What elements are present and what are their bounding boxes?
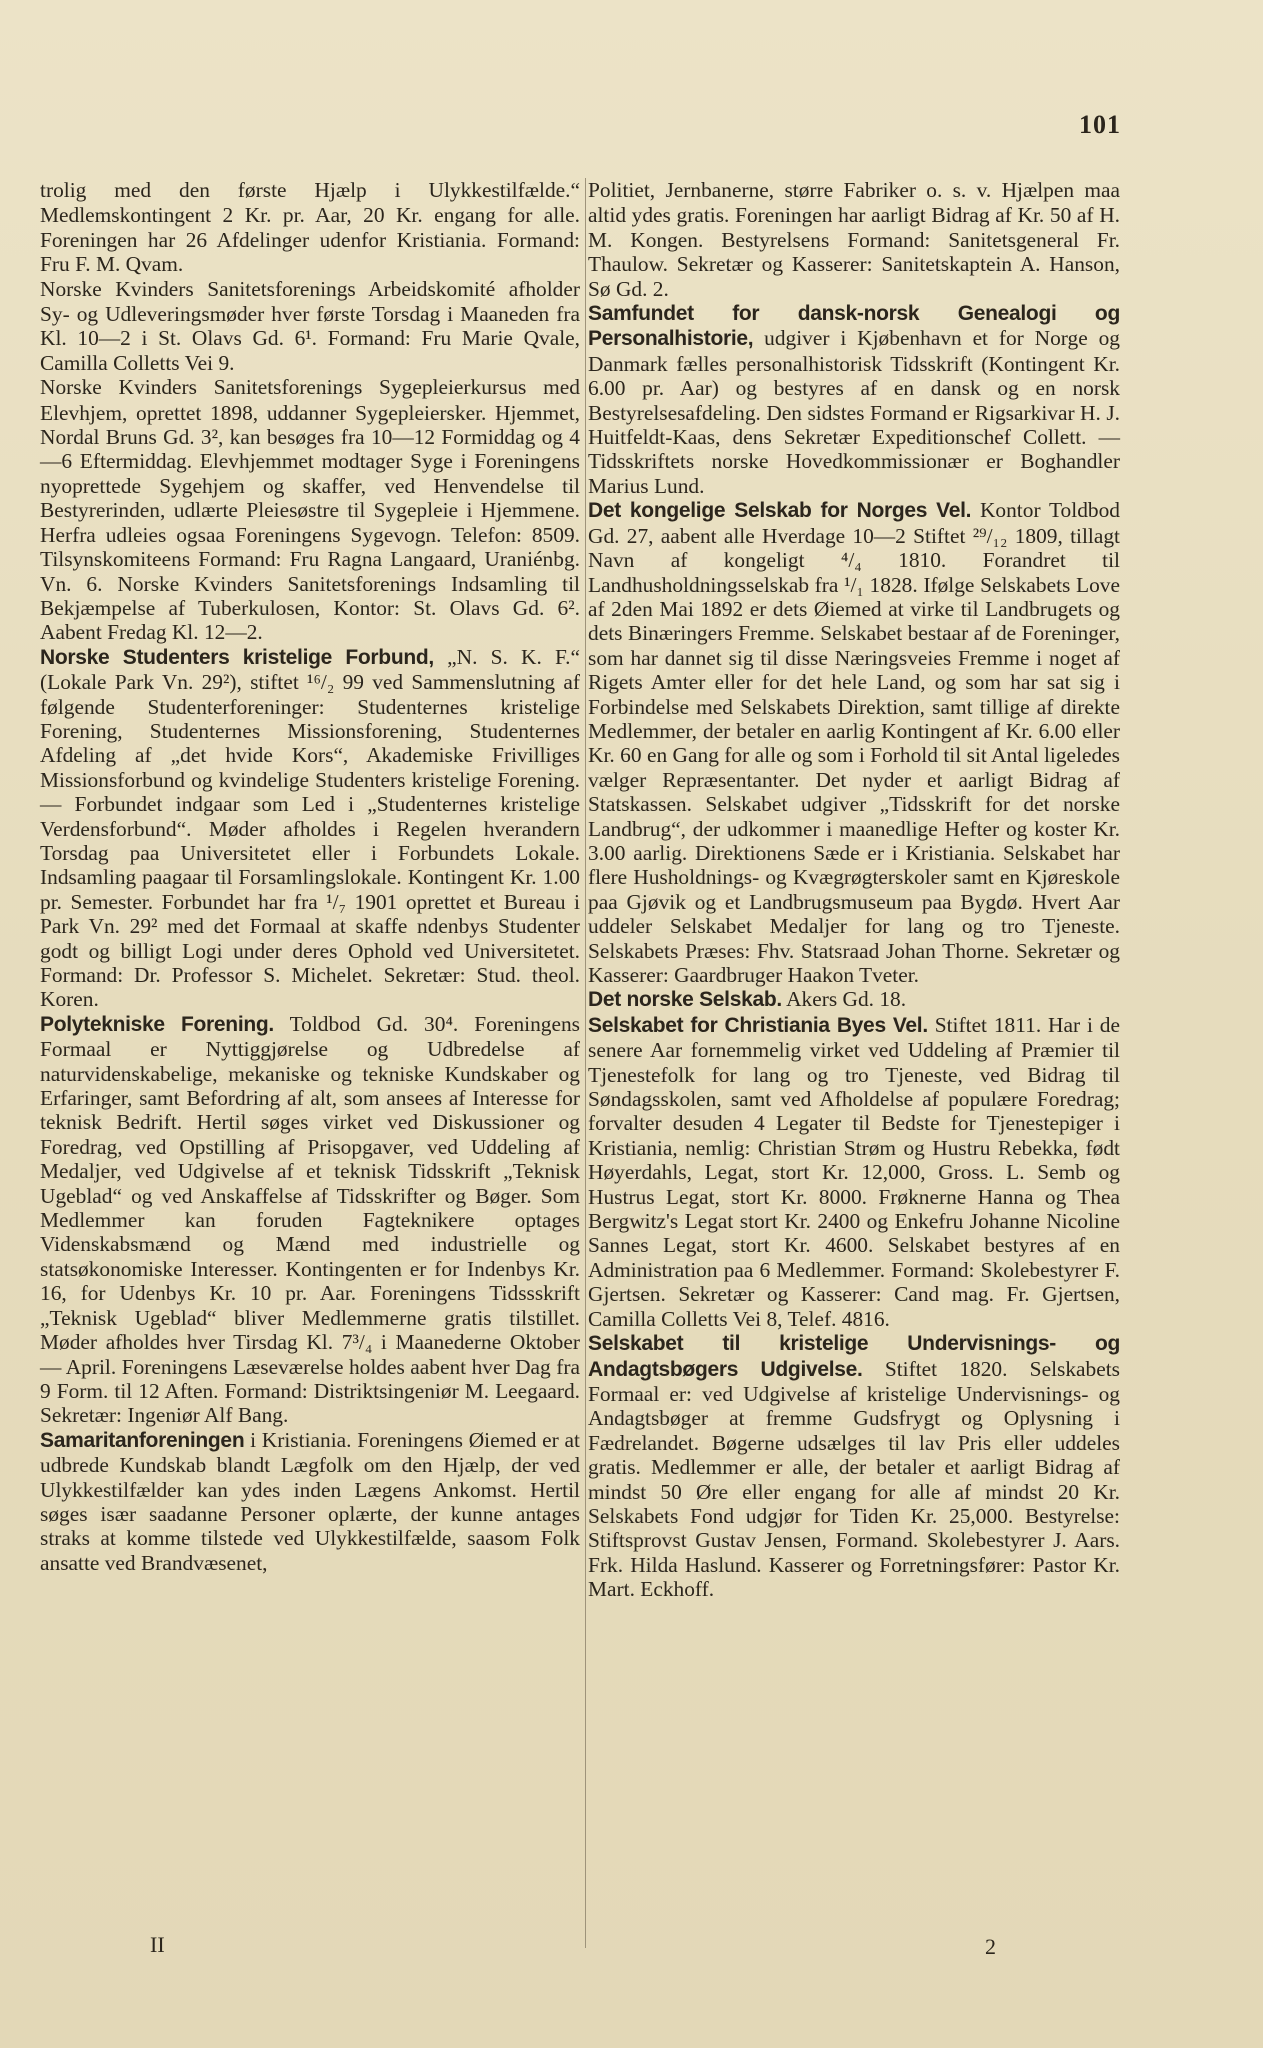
footer-number: 2 bbox=[985, 1934, 996, 1959]
page-number: 101 bbox=[1079, 110, 1121, 139]
right-column bbox=[588, 178, 1120, 1602]
entry-text: Stiftet 1811. Har i de senere Aar fornemmelig virket ved Uddeling af Præmier til Tjenestefolk for lang og tro Tjeneste, ved Bidrag til Søndagsskolen, samt ved Afholdelse af populære Foredrag; forvalter desuden 4 Legater til Bedste for Tjenestepiger i Kristiania, nemlig: Christian Strøm og Hustru Rebekka, født Høyerdahls, Legat, stort Kr. 12,000, Gross. L. Semb og Hustrus Legat, stort Kr. 8000. Frøknerne Hanna og Thea Bergwitz's Legat stort Kr. 2400 og Enkefru Johanne Nicoline Sannes Legat, stort Kr. 4600. Selskabet bestyres af en Administration paa 6 Medlemmer. Formand: Skolebestyrer F. Gjertsen. Sekretær og Kasserer: Cand mag. Fr. Gjertsen, Camilla Colletts Vei 8, Telef. 4816. bbox=[588, 1012, 1120, 1331]
left-column bbox=[40, 178, 580, 1575]
entry bbox=[588, 498, 1120, 987]
entry-text: trolig med den første Hjælp i Ulykkestilfælde.“ Medlemskontingent 2 Kr. pr. Aar, 20 Kr. engang for alle. Foreningen har 26 Afdelinger udenfor Kristiania. Formand: Fru F. M. Qvam. bbox=[40, 178, 580, 277]
entry-text: „N. S. K. F.“ (Lokale Park Vn. 29²), stiftet ¹⁶/₂ 99 ved Sammenslutning af følgende Studenterforeninger: Studenternes kristelige Forening, Studenternes Missionsforening, Studenternes Afdeling af „det hvide Kors“, Akademiske Frivilliges Missionsforbund og kvindelige Studenters kristelige Forening. — Forbundet indgaar som Led i „Studenternes kristelige Verdensforbund“. Møder afholdes i Regelen hverandern Torsdag paa Universitetet eller i Forbundets Lokale. Indsamling paagaar til Forsamlingslokale. Kontingent Kr. 1.00 pr. Semester. Forbundet har fra ¹/₇ 1901 oprettet et Bureau i Park Vn. 29² med det Formaal at skaffe ndenbys Studenter godt og billigt Logi under deres Ophold ved Universitetet. Formand: Dr. Professor S. Michelet. Sekretær: Stud. theol. Koren. bbox=[40, 644, 580, 1012]
entry-text: Toldbod Gd. 30⁴. Foreningens Formaal er Nyttiggjørelse og Udbredelse af naturvidenskabelige, mekaniske og tekniske Kundskaber og Erfaringer, samt Befordring af alt, som ansees af Interesse for teknisk Bedrift. Hertil søges virket ved Diskussioner og Foredrag, ved Opstilling af Prisopgaver, ved Uddeling af Medaljer, ved Udgivelse af et teknisk Tidsskrift „Teknisk Ugeblad“ og ved Anskaffelse af Tidsskrifter og Bøger. Som Medlemmer kan foruden Fagteknikere optages Videnskabsmænd og Mænd med industrielle og statsøkonomiske Interesser. Kontingenten er for Indenbys Kr. 16, for Udenbys Kr. 10 pr. Aar. Foreningens Tidssskrift „Teknisk Ugeblad“ bliver Medlemmerne gratis tilstillet. Møder afholdes hver Tirsdag Kl. 7³/₄ i Maanederne Oktober — April. Foreningens Læseværelse holdes aabent hver Dag fra 9 Form. til 12 Aften. Formand: Distriktsingeniør M. Leegaard. Sekretær: Ingeniør Alf Bang. bbox=[40, 1011, 581, 1428]
entry bbox=[40, 178, 580, 277]
entry bbox=[588, 178, 1120, 301]
entry bbox=[588, 1331, 1120, 1601]
column-divider bbox=[585, 178, 586, 1948]
entry-heading: Samaritanforeningen bbox=[40, 1428, 245, 1452]
entry bbox=[40, 1428, 580, 1575]
entry-text: Politiet, Jernbanerne, større Fabriker o. s. v. Hjælpen maa altid ydes gratis. Foreningen har aarligt Bidrag af Kr. 50 af H. M. Kongen. Bestyrelsens Formand: Sanitetsgeneral Fr. Thaulow. Sekretær og Kasserer: Sanitetskaptein A. Hanson, Sø Gd. 2. bbox=[588, 178, 1120, 301]
signature-mark: II bbox=[150, 1932, 165, 1957]
entry-text: udgiver i Kjøbenhavn et for Norge og Danmark fælles personalhistorisk Tidsskrift (Kontingent Kr. 6.00 pr. Aar) og bestyres af en dansk og en norsk Bestyrelsesafdeling. Den sidstes Formand er Rigsarkivar H. J. Huitfeldt-Kaas, dens Sekretær Expeditionschef Collett. — Tidsskriftets norske Hovedkommissionær er Boghandler Marius Lund. bbox=[588, 326, 1120, 498]
entry-heading: Norske Studenters kristelige Forbund, bbox=[40, 645, 434, 669]
entry bbox=[588, 987, 1120, 1012]
entry-heading: Samfundet for dansk-norsk Genealogi og Personalhistorie, bbox=[588, 302, 1120, 351]
entry-text: Norske Kvinders Sanitetsforenings Arbeidskomité afholder Sy- og Udleveringsmøder hver første Torsdag i Maaneden fra Kl. 10—2 i St. Olavs Gd. 6¹. Formand: Fru Marie Qvale, Camilla Colletts Vei 9. bbox=[40, 276, 580, 375]
entry bbox=[40, 277, 580, 376]
entry-text: Norske Kvinders Sanitetsforenings Sygepleierkursus med Elevhjem, oprettet 1898, uddanner Sygepleiersker. Hjemmet, Nordal Bruns Gd. 3², kan besøges fra 10—12 Formiddag og 4—6 Eftermiddag. Elevhjemmet modtager Syge i Foreningens nyoprettede Sygehjem og skaffer, ved Henvendelse til Bestyrerinden, udlærte Pleiesøstre til Sygepleie i Hjemmene. Herfra udleies ogsaa Foreningens Sygevogn. Telefon: 8509. Tilsynskomiteens Formand: Fru Ragna Langaard, Uraniénbg. Vn. 6. Norske Kvinders Sanitetsforenings Indsamling til Bekjæmpelse af Tuberkulosen, Kontor: St. Olavs Gd. 6². Aabent Fredag Kl. 12—2. bbox=[40, 375, 580, 645]
entry-heading: Det kongelige Selskab for Norges Vel. bbox=[588, 499, 972, 523]
entry bbox=[588, 1013, 1120, 1331]
entry bbox=[40, 375, 580, 644]
entry-text: Akers Gd. 18. bbox=[786, 987, 907, 1012]
entry-heading: Det norske Selskab. bbox=[588, 988, 782, 1012]
entry-heading: Polytekniske Forening. bbox=[40, 1012, 274, 1036]
entry bbox=[40, 645, 580, 1012]
entry-text: Stiftet 1820. Selskabets Formaal er: ved Udgivelse af kristelige Undervisnings- og Andagtsbøger at fremme Gudsfrygt og Oplysning i Fædrelandet. Bøgerne udsælges til lav Pris eller uddeles gratis. Medlemmer er alle, der betaler et aarligt Bidrag af mindst 50 Øre eller engang for alle af mindst 20 Kr. Selskabets Fond udgjør for Tiden Kr. 25,000. Bestyrelse: Stiftsprovst Gustav Jensen, Formand. Skolebestyrer J. Aars. Frk. Hilda Haslund. Kasserer og Forretningsfører: Pastor Kr. Mart. Eckhoff. bbox=[588, 1356, 1120, 1602]
entry bbox=[588, 301, 1120, 498]
entry-heading: Selskabet til kristelige Undervisnings- og Andagtsbøgers Udgivelse. bbox=[588, 1332, 1120, 1381]
entry-text: Kontor Toldbod Gd. 27, aabent alle Hverdage 10—2 Stiftet ²⁹/₁₂ 1809, tillagt Navn af kongeligt ⁴/₄ 1810. Forandret til Landhusholdningsselskab fra ¹/₁ 1828. Ifølge Selskabets Love af 2den Mai 1892 er dets Øiemed at virke til Landbrugets og dets Binæringers Fremme. Selskabet bestaar af de Foreninger, som har dannet sig til disse Næringsveies Fremme i noget af Rigets Amter eller for det hele Land, og som har sat sig i Forbindelse med Selskabets Direktion, samt tillige af direkte Medlemmer, der betaler en aarlig Kontingent af Kr. 6.00 eller Kr. 60 en Gang for alle og som i Forhold til sit Antal ligeledes vælger Repræsentanter. Det nyder et aarligt Bidrag af Statskassen. Selskabet udgiver „Tidsskrift for det norske Landbrug“, der udkommer i maanedlige Hefter og koster Kr. 3.00 aarlig. Direktionens Sæde er i Kristiania. Selskabet har flere Husholdnings- og Kvægrøgterskoler samt en Kjøreskole paa Gjøvik og et Landbrugsmuseum paa Bygdø. Hvert Aar uddeler Selskabet Medaljer for lang og tro Tjeneste. Selskabets Præses: Fhv. Statsraad Johan Thorne. Sekretær og Kasserer: Gaardbruger Haakon Tveter. bbox=[588, 498, 1120, 987]
entry-heading: Selskabet for Christiania Byes Vel. bbox=[588, 1013, 928, 1037]
entry-text: i Kristiania. Foreningens Øiemed er at udbrede Kundskab blandt Lægfolk om den Hjælp, der ved Ulykkestilfælder kan ydes inden Lægens Ankomst. Hertil søges især saadanne Personer oplærte, der kunne antages straks at komme tilstede ved Ulykkestilfælde, saasom Folk ansatte ved Brandvæsenet, bbox=[40, 1427, 580, 1575]
entry bbox=[40, 1012, 580, 1428]
